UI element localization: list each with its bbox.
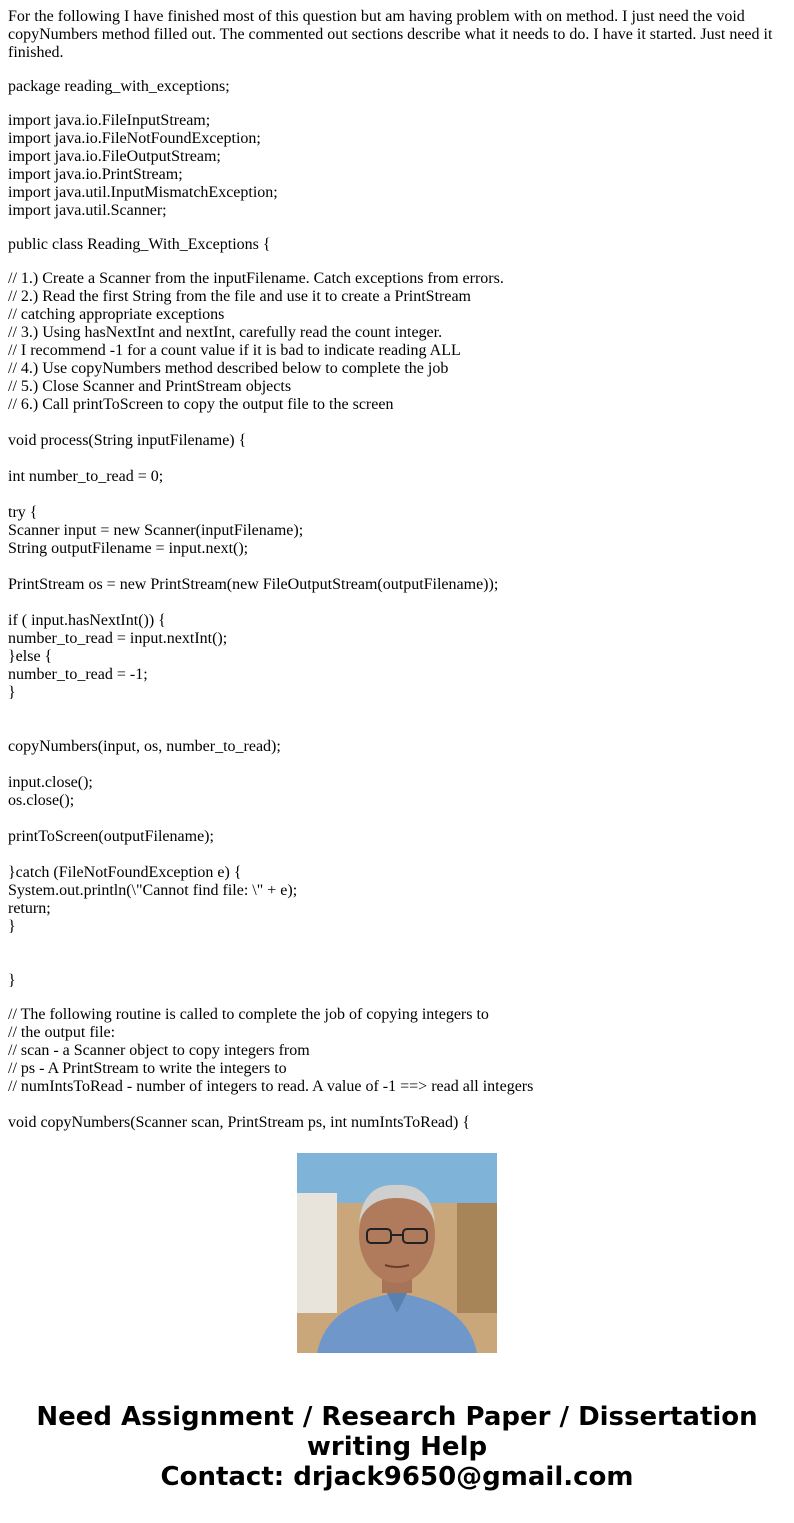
code-line: PrintStream os = new PrintStream(new FileOutputStream(outputFilename)); — [8, 576, 499, 593]
code-line: Scanner input = new Scanner(inputFilename); — [8, 522, 304, 539]
code-line — [8, 1096, 786, 1114]
code-listing — [8, 78, 786, 1132]
code-line: import java.util.Scanner; — [8, 202, 167, 219]
code-line: void process(String inputFilename) { — [8, 432, 247, 449]
code-line: if ( input.hasNextInt()) { — [8, 612, 166, 629]
code-line: // the output file: — [8, 1024, 116, 1041]
code-line: // I recommend -1 for a count value if it is bad to indicate reading ALL — [8, 342, 461, 359]
code-line: // 1.) Create a Scanner from the inputFilename. Catch exceptions from errors. — [8, 270, 504, 287]
code-line: printToScreen(outputFilename); — [8, 828, 214, 845]
code-line: input.close(); — [8, 774, 93, 791]
code-line: }catch (FileNotFoundException e) { — [8, 864, 242, 881]
code-line — [8, 558, 786, 576]
code-line: String outputFilename = input.next(); — [8, 540, 249, 557]
code-line — [8, 936, 786, 954]
code-line: // 6.) Call printToScreen to copy the output file to the screen — [8, 396, 394, 413]
code-line: } — [8, 918, 16, 935]
code-line — [8, 810, 786, 828]
question-intro: For the following I have finished most of this question but am having problem with on method. I just need the void copyNumbers method filled out. The commented out sections describe what it needs to do. I have it started. Just need it finished. — [8, 8, 773, 61]
code-line — [8, 756, 786, 774]
code-line — [8, 414, 786, 432]
banner-line-2: writing Help — [306, 1432, 488, 1462]
code-line: number_to_read = -1; — [8, 666, 148, 683]
code-line: public class Reading_With_Exceptions { — [8, 236, 271, 253]
code-line — [8, 594, 786, 612]
code-line: // scan - a Scanner object to copy integers from — [8, 1042, 310, 1059]
tutor-avatar-photo — [297, 1153, 497, 1353]
code-block — [8, 78, 786, 96]
code-line: } — [8, 972, 16, 989]
contact-banner — [0, 1402, 794, 1492]
code-block — [8, 270, 786, 990]
code-line: // ps - A PrintStream to write the integers to — [8, 1060, 287, 1077]
code-line: // 3.) Using hasNextInt and nextInt, carefully read the count integer. — [8, 324, 443, 341]
code-line: import java.io.FileOutputStream; — [8, 148, 221, 165]
code-line: } — [8, 684, 16, 701]
code-line: }else { — [8, 648, 53, 665]
code-line: import java.io.PrintStream; — [8, 166, 183, 183]
code-line — [8, 486, 786, 504]
code-line: package reading_with_exceptions; — [8, 78, 230, 95]
code-line: copyNumbers(input, os, number_to_read); — [8, 738, 281, 755]
code-line: return; — [8, 900, 51, 917]
code-line — [8, 846, 786, 864]
code-line — [8, 702, 786, 720]
banner-contact-line: Contact: drjack9650@gmail.com — [160, 1462, 634, 1492]
code-line: int number_to_read = 0; — [8, 468, 164, 485]
code-line: // catching appropriate exceptions — [8, 306, 225, 323]
code-line: import java.io.FileInputStream; — [8, 112, 211, 129]
code-line — [8, 720, 786, 738]
code-line: void copyNumbers(Scanner scan, PrintStream ps, int numIntsToRead) { — [8, 1114, 471, 1131]
code-line: // 2.) Read the first String from the file and use it to create a PrintStream — [8, 288, 471, 305]
code-line — [8, 450, 786, 468]
code-line: // 4.) Use copyNumbers method described below to complete the job — [8, 360, 449, 377]
code-line: import java.util.InputMismatchException; — [8, 184, 278, 201]
code-line: System.out.println(\"Cannot find file: \" + e); — [8, 882, 298, 899]
question-content — [8, 8, 786, 1131]
code-line: // numIntsToRead - number of integers to read. A value of -1 ==> read all integers — [8, 1078, 534, 1095]
code-block — [8, 112, 786, 220]
code-line: number_to_read = input.nextInt(); — [8, 630, 228, 647]
code-line — [8, 954, 786, 972]
code-line: try { — [8, 504, 38, 521]
code-block — [8, 1006, 786, 1132]
code-line: // 5.) Close Scanner and PrintStream objects — [8, 378, 292, 395]
banner-line-1: Need Assignment / Research Paper / Dissertation — [36, 1402, 758, 1432]
code-line: import java.io.FileNotFoundException; — [8, 130, 261, 147]
code-line: os.close(); — [8, 792, 75, 809]
code-block — [8, 236, 786, 254]
code-line: // The following routine is called to complete the job of copying integers to — [8, 1006, 489, 1023]
